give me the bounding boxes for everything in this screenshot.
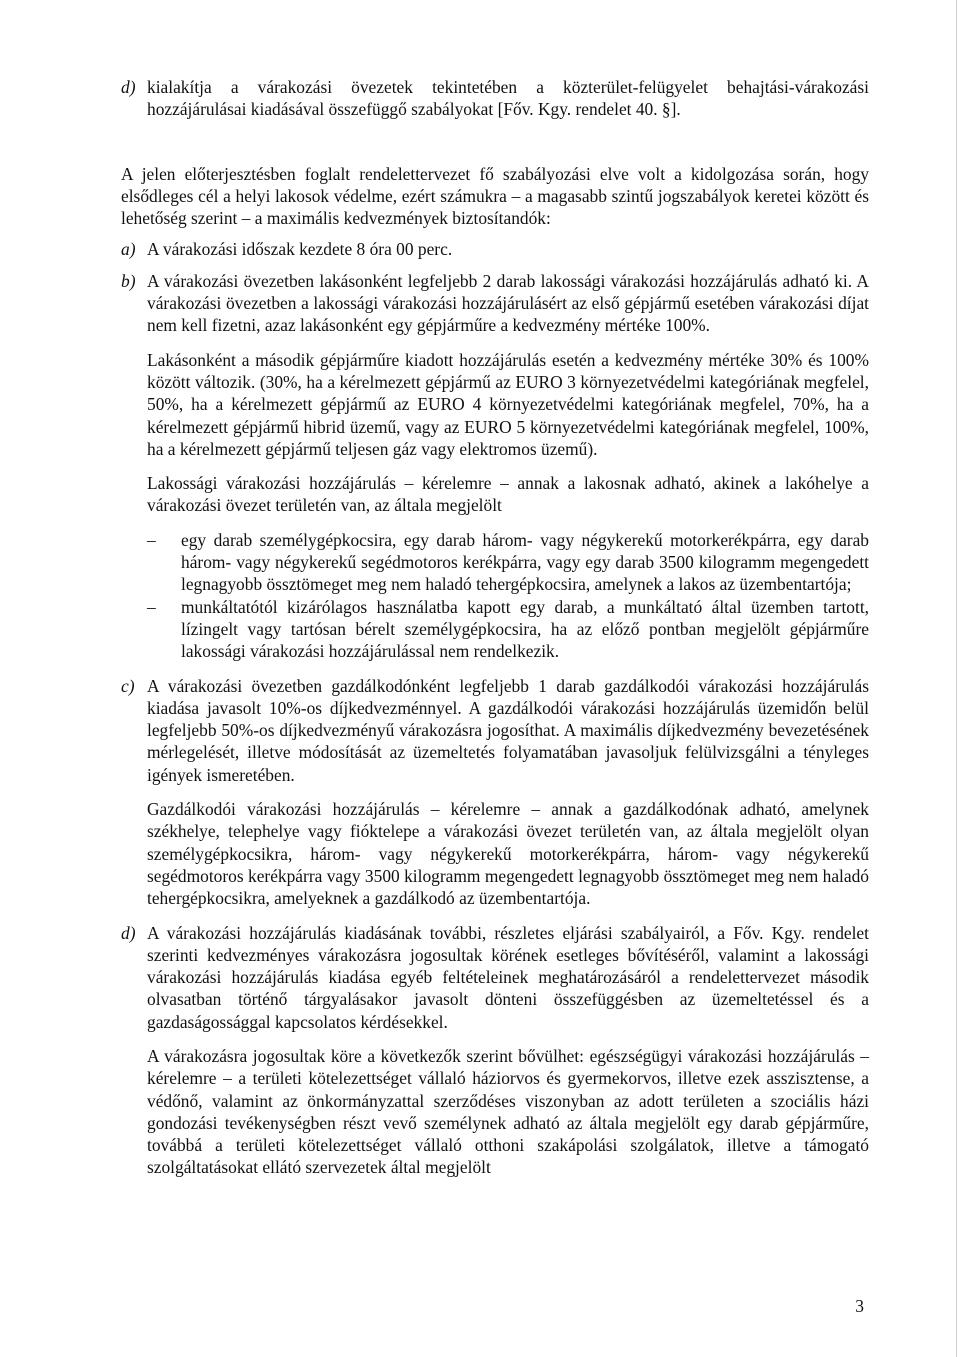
list-text: A várakozási hozzájárulás kiadásának további, részletes eljárási szabályairól, a Főv. Kgy. rendelet szerinti kedvezményes várakozásra jogosultak körének esetleges bővítéséről, valamint a lakossági várakozási hozzájárulás kiadása egyéb feltételeinek meghatározásáról a rendelettervezet második olvasatban történő tárgyalásakor javasolt dönteni összefüggésben az üzemeltetéssel és a gazdaságossággal kapcsolatos kérdésekkel. — [147, 922, 869, 1032]
dash-list-item — [121, 596, 869, 663]
document-body — [121, 76, 869, 1179]
dash-list-item — [121, 529, 869, 596]
list-label: d) — [121, 77, 136, 97]
list-item-c — [121, 675, 869, 786]
second-vehicle-paragraph: Lakásonként a második gépjárműre kiadott hozzájárulás esetén a kedvezmény mértéke 30% és 100% között változik. (30%, ha a kérelmezett gépjármű az EURO 3 környezetvédelmi kategóriának megfelel, 50%, ha a kérelmezett gépjármű az EURO 4 környezetvédelmi kategóriának megfelel, 70%, ha a kérelmezett gépjármű hibrid üzemű, vagy az EURO 5 környezetvédelmi kategóriának megfelel, 100%, ha a kérelmezett gépjármű teljesen gáz vagy elektromos üzemű). — [147, 349, 869, 459]
dash-text: munkáltatótól kizárólagos használatba kapott egy darab, a munkáltató által üzemben tartott, lízingelt vagy tartósan bérelt személygépkocsira, ha az előző pontban megjelölt gépjárműre lakossági várakozási hozzájárulással nem rendelkezik. — [181, 596, 869, 662]
page-number: 3 — [855, 1296, 864, 1316]
list-label: c) — [121, 675, 135, 696]
list-text: A várakozási övezetben lakásonként legfeljebb 2 darab lakossági várakozási hozzájárulás adható ki. A várakozási övezetben a lakossági várakozási hozzájárulásért az első gépjármű esetében várakozási díjat nem kell fizetni, azaz lakásonként egy gépjárműre a kedvezmény mértéke 100%. — [147, 270, 869, 336]
residential-permit-paragraph: Lakossági várakozási hozzájárulás – kérelemre – annak a lakosnak adható, akinek a lakóhelye a várakozási övezet területén van, az általa megjelölt — [147, 473, 869, 516]
dash-label: – — [147, 596, 156, 617]
list-label: a) — [121, 239, 136, 260]
dash-text: egy darab személygépkocsira, egy darab három- vagy négykerekű motorkerékpárra, egy darab három- vagy négykerekű segédmotoros kerékpárra, vagy egy darab 3500 kilogramm megengedett legnagyobb össztömeget meg nem haladó tehergépkocsira, amelynek a lakos az üzembentartója; — [181, 529, 869, 595]
list-item-a — [121, 238, 869, 260]
dash-label: – — [147, 529, 156, 550]
list-item-b — [121, 270, 869, 337]
business-permit-paragraph: Gazdálkodói várakozási hozzájárulás – kérelemre – annak a gazdálkodónak adható, amelynek székhelye, telephelye vagy fióktelepe a várakozási övezet területén van, az általa megjelölt olyan személygépkocsikra, három- vagy négykerekű motorkerékpárra, három- vagy négykerekű segédmotoros kerékpárra vagy 3500 kilogramm megengedett legnagyobb össztömeget meg nem haladó tehergépkocsikra, amelyeknek a gazdálkodó az üzembentartója. — [147, 799, 869, 909]
list-text: A várakozási övezetben gazdálkodónként legfeljebb 1 darab gazdálkodói várakozási hozzájárulás kiadása javasolt 10%-os díjkedvezménnyel. A gazdálkodói várakozási hozzájárulás üzemidőn belül legfeljebb 50%-os díjkedvezményű várakozásra jogosíthat. A maximális díjkedvezmény bevezetésének mérlegelését, illetve módosítását az üzemeltetés folyamatában javasoljuk felülvizsgálni a tényleges igények ismeretében. — [147, 675, 869, 785]
list-label: d) — [121, 922, 136, 943]
list-item-d — [121, 922, 869, 1033]
list-text: A várakozási időszak kezdete 8 óra 00 perc. — [147, 239, 453, 260]
list-text: kialakítja a várakozási övezetek tekintetében a közterület-felügyelet behajtási-várakozási hozzájárulásai kiadásával összefüggő szabályokat [Főv. Kgy. rendelet 40. §]. — [147, 77, 869, 120]
list-label: b) — [121, 270, 136, 291]
intro-paragraph: A jelen előterjesztésben foglalt rendelettervezet fő szabályozási elve volt a kidolgozása során, hogy elsődleges cél a helyi lakosok védelme, ezért számukra – a magasabb szintű jogszabályok keretei között és lehetőség szerint – a maximális kedvezmények biztosítandók: — [121, 163, 869, 229]
entitled-circle-paragraph: A várakozásra jogosultak köre a következők szerint bővülhet: egészségügyi várakozási hozzájárulás – kérelemre – a területi kötelezettséget vállaló háziorvos és gyermekorvos, illetve ezek asszisztense, a védőnő, valamint az önkormányzattal szerződéses viszonyban az adott területen a szociális házi gondozási tevékenységben részt vevő személynek adható az általa megjelölt egy darab gépjárműre, továbbá a területi kötelezettséget vállaló otthoni szakápolási szolgálatok, illetve a támogató szolgáltatásokat ellátó szervezetek által megjelölt — [147, 1045, 869, 1178]
page-edge-line — [956, 0, 957, 1357]
intro-list-item-d — [121, 76, 869, 121]
